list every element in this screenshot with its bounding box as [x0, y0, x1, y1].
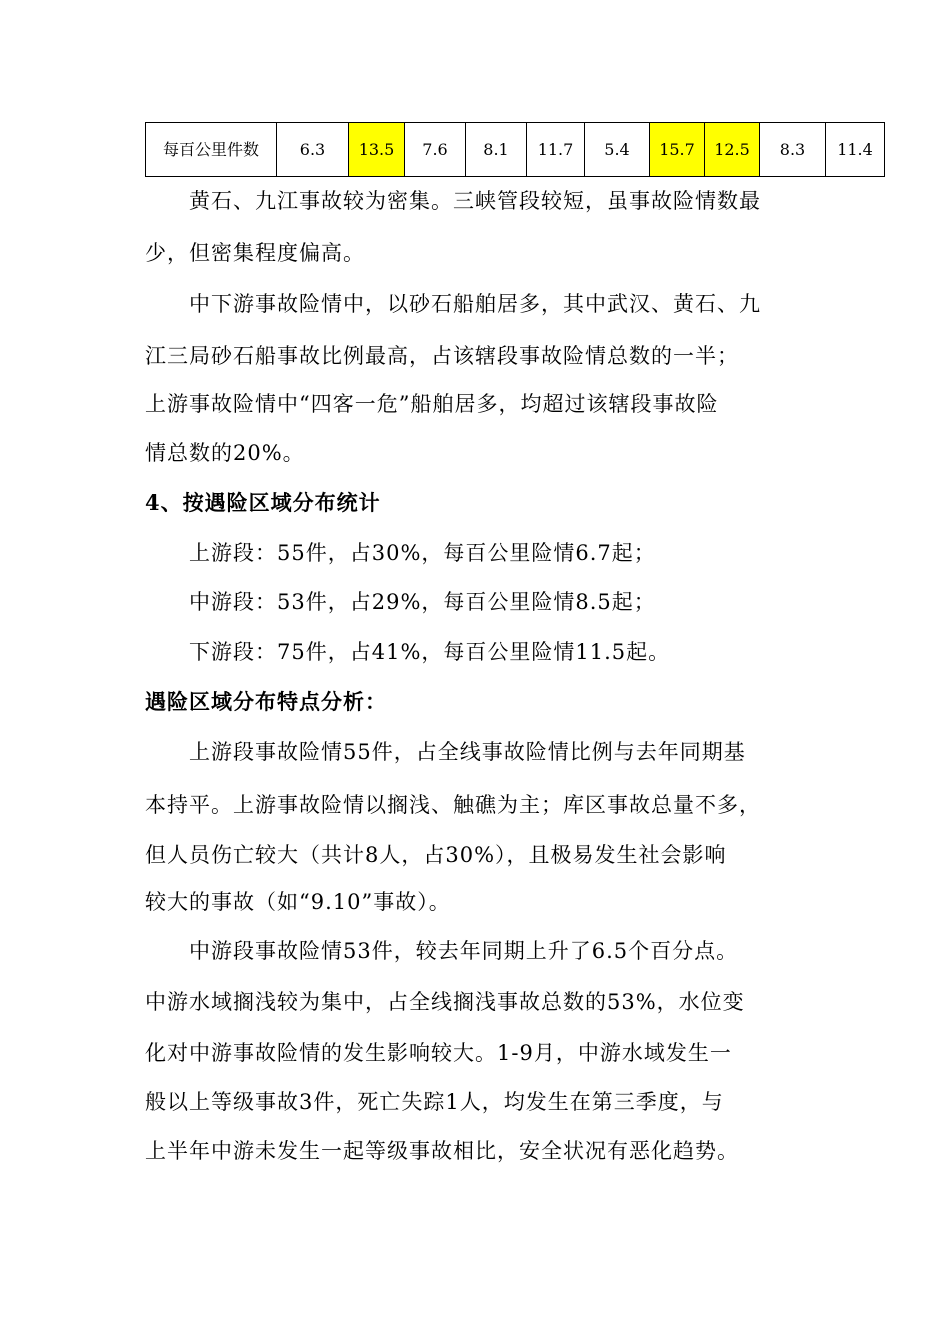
table-cell: 13.5: [349, 123, 405, 177]
text-line: 中游段：53件，占29%，每百公里险情8.5起；: [145, 590, 656, 614]
text-line: 上游段事故险情55件，占全线事故险情比例与去年同期基: [145, 740, 746, 764]
text-line: 本持平。上游事故险情以搁浅、触礁为主；库区事故总量不多，: [145, 793, 761, 817]
text-line: 上游段：55件，占30%，每百公里险情6.7起；: [145, 541, 656, 565]
density-table: [145, 122, 885, 177]
text-line: 情总数的20%。: [145, 441, 305, 465]
text-line: 少，但密集程度偏高。: [145, 241, 365, 265]
text-line: 中游水域搁浅较为集中，占全线搁浅事故总数的53%，水位变: [145, 990, 745, 1014]
text-line: 上游事故险情中“四客一危”船舶居多，均超过该辖段事故险: [145, 392, 719, 416]
table-cell: 15.7: [650, 123, 705, 177]
table-cell: 7.6: [405, 123, 466, 177]
row-label-cell: 每百公里件数: [146, 123, 277, 177]
table-cell: 5.4: [585, 123, 650, 177]
table-row: [146, 123, 885, 177]
table-cell: 8.1: [466, 123, 527, 177]
table-cell: 11.7: [527, 123, 585, 177]
text-line: 但人员伤亡较大（共计8人，占30%），且极易发生社会影响: [145, 843, 727, 867]
text-line: 中下游事故险情中，以砂石船舶居多，其中武汉、黄石、九: [145, 292, 761, 316]
text-line: 上半年中游未发生一起等级事故相比，安全状况有恶化趋势。: [145, 1139, 739, 1163]
table-cell: 12.5: [705, 123, 760, 177]
table-cell: 11.4: [826, 123, 885, 177]
text-line: 黄石、九江事故较为密集。三峡管段较短，虽事故险情数最: [145, 189, 761, 213]
text-line: 较大的事故（如“9.10”事故）。: [145, 890, 451, 914]
text-line: 中游段事故险情53件，较去年同期上升了6.5个百分点。: [145, 939, 739, 963]
text-line: 下游段：75件，占41%，每百公里险情11.5起。: [145, 640, 671, 664]
text-line: 般以上等级事故3件，死亡失踪1人，均发生在第三季度，与: [145, 1090, 724, 1114]
table-cell: 6.3: [277, 123, 349, 177]
table-cell: 8.3: [760, 123, 826, 177]
text-line: 化对中游事故险情的发生影响较大。1-9月，中游水域发生一: [145, 1041, 732, 1065]
section-heading: 遇险区域分布特点分析：: [145, 689, 387, 714]
text-line: 江三局砂石船事故比例最高，占该辖段事故险情总数的一半；: [145, 344, 739, 368]
section-heading: 4、按遇险区域分布统计: [145, 490, 381, 515]
